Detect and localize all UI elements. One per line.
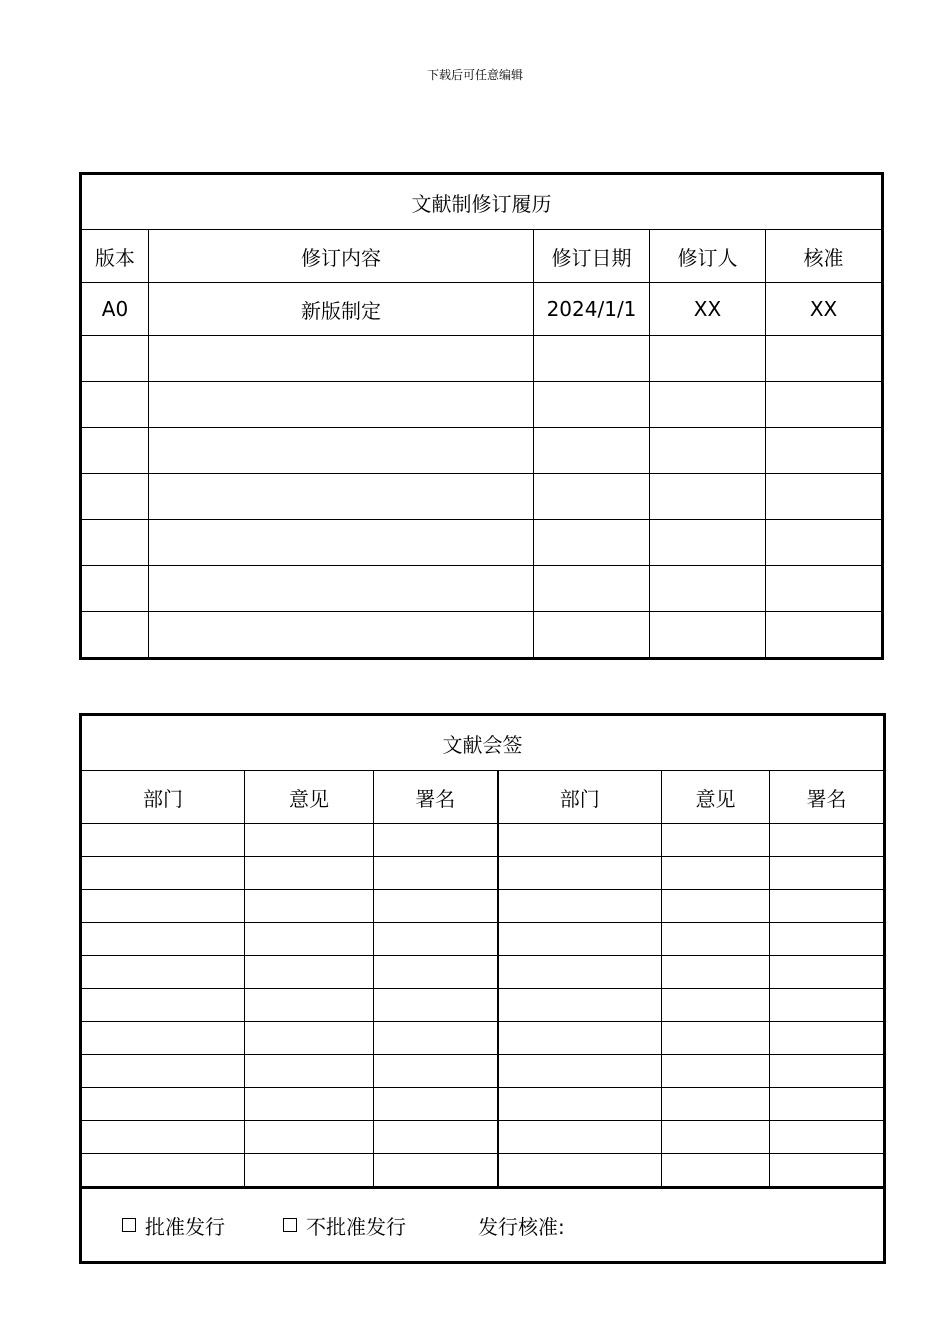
empty-cell[interactable] [650,520,766,566]
empty-cell[interactable] [770,824,885,857]
table-row [81,1022,885,1055]
empty-cell[interactable] [81,857,245,890]
empty-cell[interactable] [766,474,883,520]
empty-cell[interactable] [374,1088,498,1121]
approve-label: 批准发行 [145,1214,225,1239]
empty-cell[interactable] [374,1055,498,1088]
table-row [81,566,883,612]
table-row [81,1121,885,1154]
cell-approval: XX [766,283,883,336]
table-row [81,336,883,382]
empty-cell[interactable] [81,1088,245,1121]
empty-cell[interactable] [245,1088,374,1121]
table-row [81,1088,885,1121]
col-revision-content: 修订内容 [149,230,534,283]
table-row [81,857,885,890]
empty-cell[interactable] [81,824,245,857]
empty-cell[interactable] [498,1022,662,1055]
col-reviser: 修订人 [650,230,766,283]
empty-cell[interactable] [498,1055,662,1088]
empty-cell[interactable] [81,1022,245,1055]
col-opinion: 意见 [245,771,374,824]
empty-cell[interactable] [498,890,662,923]
empty-cell[interactable] [650,336,766,382]
empty-cell[interactable] [374,890,498,923]
empty-cell[interactable] [650,566,766,612]
empty-cell[interactable] [766,336,883,382]
empty-cell[interactable] [534,474,650,520]
empty-cell[interactable] [770,1088,885,1121]
col-signature: 署名 [770,771,885,824]
empty-cell[interactable] [245,956,374,989]
empty-cell[interactable] [374,923,498,956]
empty-cell[interactable] [498,1121,662,1154]
empty-cell[interactable] [245,1022,374,1055]
empty-cell[interactable] [498,989,662,1022]
col-department: 部门 [498,771,662,824]
empty-cell[interactable] [650,428,766,474]
empty-cell[interactable] [245,1154,374,1188]
empty-cell[interactable] [498,1088,662,1121]
empty-cell[interactable] [770,1022,885,1055]
empty-cell[interactable] [245,923,374,956]
empty-cell[interactable] [245,1121,374,1154]
empty-cell[interactable] [770,1055,885,1088]
empty-cell[interactable] [149,336,534,382]
table-row [81,923,885,956]
empty-cell[interactable] [534,612,650,659]
approval-options-row [81,1188,885,1263]
empty-cell[interactable] [766,520,883,566]
table-row [81,1055,885,1088]
empty-cell[interactable] [534,382,650,428]
empty-cell[interactable] [245,824,374,857]
empty-cell[interactable] [81,923,245,956]
table-row [81,612,883,659]
empty-cell[interactable] [498,1154,662,1188]
empty-cell[interactable] [81,956,245,989]
empty-cell[interactable] [81,1121,245,1154]
empty-cell[interactable] [662,923,770,956]
empty-cell[interactable] [662,857,770,890]
issue-approval-label: 发行核准: [478,1214,565,1239]
empty-cell[interactable] [81,520,149,566]
empty-cell[interactable] [534,566,650,612]
empty-cell[interactable] [149,612,534,659]
approve-option[interactable] [122,1211,225,1240]
table-row [81,382,883,428]
empty-cell[interactable] [766,428,883,474]
empty-cell[interactable] [149,566,534,612]
col-department: 部门 [81,771,245,824]
empty-cell[interactable] [534,428,650,474]
checkbox-icon[interactable] [122,1218,136,1232]
table-row [81,1154,885,1188]
col-signature: 署名 [374,771,498,824]
empty-cell[interactable] [662,989,770,1022]
empty-cell[interactable] [245,1055,374,1088]
table-row [81,824,885,857]
empty-cell[interactable] [662,956,770,989]
empty-cell[interactable] [770,956,885,989]
empty-cell[interactable] [770,890,885,923]
empty-cell[interactable] [374,824,498,857]
empty-cell[interactable] [81,989,245,1022]
table-row [81,428,883,474]
empty-cell[interactable] [770,989,885,1022]
empty-cell[interactable] [149,382,534,428]
empty-cell[interactable] [662,1022,770,1055]
cell-revision-content: 新版制定 [149,283,534,336]
empty-cell[interactable] [662,1154,770,1188]
empty-cell[interactable] [662,1055,770,1088]
empty-cell[interactable] [81,382,149,428]
empty-cell[interactable] [498,923,662,956]
reject-option[interactable] [283,1211,406,1240]
empty-cell[interactable] [662,890,770,923]
header-note: 下载后可任意编辑 [426,68,523,82]
checkbox-icon[interactable] [283,1218,297,1232]
col-approval: 核准 [766,230,883,283]
empty-cell[interactable] [534,336,650,382]
table-row [81,520,883,566]
empty-cell[interactable] [770,1154,885,1188]
empty-cell[interactable] [374,956,498,989]
cell-version: A0 [81,283,149,336]
signoff-table [79,713,886,1264]
approval-options [82,1211,883,1240]
revision-history-table [79,172,884,660]
cell-revision-date: 2024/1/1 [534,283,650,336]
empty-cell[interactable] [650,612,766,659]
empty-cell[interactable] [662,824,770,857]
table-row [81,474,883,520]
empty-cell[interactable] [498,857,662,890]
table-row [81,283,883,336]
empty-cell[interactable] [498,956,662,989]
empty-cell[interactable] [81,890,245,923]
empty-cell[interactable] [81,612,149,659]
empty-cell[interactable] [374,989,498,1022]
empty-cell[interactable] [81,1154,245,1188]
cell-reviser: XX [650,283,766,336]
empty-cell[interactable] [374,1022,498,1055]
table-row [81,956,885,989]
empty-cell[interactable] [498,824,662,857]
col-opinion: 意见 [662,771,770,824]
empty-cell[interactable] [650,382,766,428]
empty-cell[interactable] [770,923,885,956]
empty-cell[interactable] [662,1088,770,1121]
reject-label: 不批准发行 [306,1214,406,1239]
empty-cell[interactable] [766,566,883,612]
table-row [81,890,885,923]
signoff-table-title: 文献会签 [81,715,885,771]
empty-cell[interactable] [770,1121,885,1154]
empty-cell[interactable] [662,1121,770,1154]
empty-cell[interactable] [650,474,766,520]
empty-cell[interactable] [245,857,374,890]
table-row [81,989,885,1022]
empty-cell[interactable] [766,612,883,659]
empty-cell[interactable] [81,474,149,520]
empty-cell[interactable] [81,1055,245,1088]
empty-cell[interactable] [245,989,374,1022]
col-version: 版本 [81,230,149,283]
col-revision-date: 修订日期 [534,230,650,283]
empty-cell[interactable] [81,428,149,474]
empty-cell[interactable] [374,1154,498,1188]
empty-cell[interactable] [245,890,374,923]
empty-cell[interactable] [149,520,534,566]
empty-cell[interactable] [81,566,149,612]
empty-cell[interactable] [374,1121,498,1154]
empty-cell[interactable] [534,520,650,566]
revision-table-title: 文献制修订履历 [81,174,883,230]
empty-cell[interactable] [770,857,885,890]
empty-cell[interactable] [81,336,149,382]
empty-cell[interactable] [149,428,534,474]
empty-cell[interactable] [149,474,534,520]
empty-cell[interactable] [374,857,498,890]
empty-cell[interactable] [766,382,883,428]
